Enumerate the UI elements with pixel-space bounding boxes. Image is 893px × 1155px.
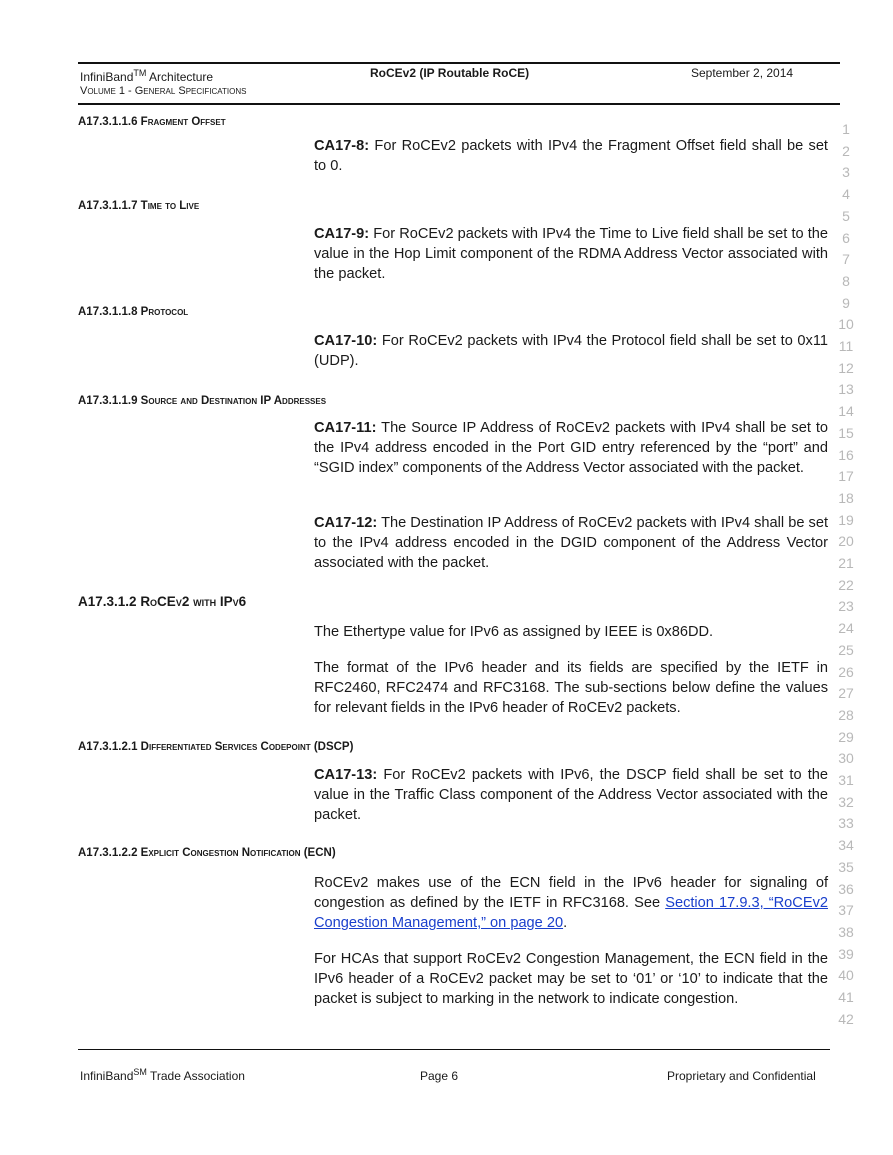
ca17-9-label: CA17-9:	[314, 226, 370, 242]
line-number: 20	[838, 533, 854, 550]
ca17-8-label: CA17-8:	[314, 138, 370, 154]
line-number: 26	[838, 663, 854, 680]
line-number: 11	[838, 338, 854, 354]
line-number: 12	[838, 359, 854, 376]
ipv6-format-paragraph: The format of the IPv6 header and its fields are specified by the IETF in RFC2460, RFC2474 and RFC3168. The sub-sections below define the values for relevant fields in the IPv6 header of RoCEv2 packets.	[314, 660, 828, 716]
ca17-9-paragraph: CA17-9: For RoCEv2 packets with IPv4 the Time to Live field shall be set to the value in the Hop Limit component of the RDMA Address Vector associated with the packet.	[314, 226, 828, 282]
line-number: 36	[838, 880, 854, 897]
line-number: 18	[838, 489, 854, 506]
line-number: 19	[838, 511, 854, 528]
line-number: 31	[838, 772, 854, 788]
ecn-paragraph: RoCEv2 makes use of the ECN field in the IPv6 header for signaling of congestion as defined by the IETF in RFC3168. See Section 17.9.3, “RoCEv2 Congestion Management,” on page 20.	[314, 875, 828, 931]
line-number: 34	[838, 837, 854, 854]
line-number: 4	[842, 186, 850, 203]
line-number: 32	[838, 793, 854, 810]
header-bottom-rule	[78, 103, 840, 105]
header-product: InfiniBand™ Architecture	[80, 68, 214, 84]
line-number: 25	[838, 641, 854, 658]
ca17-11-label: CA17-11:	[314, 420, 377, 436]
line-number: 42	[838, 1010, 854, 1027]
ca17-10-label: CA17-10:	[314, 333, 378, 349]
line-number: 39	[838, 945, 854, 962]
line-number: 9	[842, 294, 850, 311]
header-top-rule	[78, 62, 840, 64]
line-number: 40	[838, 967, 854, 984]
section-heading-time-to-live: A17.3.1.1.7 Time to Live	[78, 200, 200, 212]
ca17-13-label: CA17-13:	[314, 767, 378, 783]
line-number: 13	[838, 381, 854, 398]
ethertype-paragraph: The Ethertype value for IPv6 as assigned by IEEE is 0x86DD.	[314, 624, 714, 640]
line-number: 35	[838, 858, 854, 875]
line-number: 30	[838, 750, 854, 767]
line-number: 14	[838, 403, 854, 420]
line-number: 41	[838, 989, 854, 1005]
line-number: 5	[842, 207, 850, 224]
line-number: 28	[838, 706, 854, 723]
line-number: 27	[838, 685, 854, 702]
section-heading-fragment-offset: A17.3.1.1.6 Fragment Offset	[78, 116, 226, 128]
footer-association: InfiniBand℠ Trade Association	[80, 1067, 245, 1083]
ca17-11-paragraph: CA17-11: The Source IP Address of RoCEv2 packets with IPv4 shall be set to the IPv4 address encoded in the Port GID entry referenced by the “port” and “SGID index” components of the Address Vector associated with the packet.	[314, 420, 828, 476]
line-number: 16	[838, 446, 854, 463]
section-heading-source-destination: A17.3.1.1.9 Source and Destination IP Addresses	[78, 395, 327, 407]
line-number: 2	[842, 142, 850, 159]
header-title: RoCEv2 (IP Routable RoCE)	[370, 66, 530, 80]
footer-confidential: Proprietary and Confidential	[667, 1069, 816, 1083]
ca17-12-paragraph: CA17-12: The Destination IP Address of RoCEv2 packets with IPv4 shall be set to the IPv4 address encoded in the DGID component of the Address Vector associated with the packet.	[314, 515, 828, 571]
ca17-10-paragraph: CA17-10: For RoCEv2 packets with IPv4 the Protocol field shall be set to 0x11 (UDP).	[314, 333, 828, 369]
header-left	[80, 66, 246, 98]
line-number: 37	[838, 902, 854, 919]
section-heading-protocol: A17.3.1.1.8 Protocol	[78, 306, 189, 318]
line-number: 23	[838, 598, 854, 615]
line-number: 17	[838, 468, 854, 485]
line-number: 3	[842, 164, 850, 181]
line-number: 33	[838, 815, 854, 832]
footer-page-number: Page 6	[420, 1069, 459, 1083]
section-heading-dscp: A17.3.1.2.1 Differentiated Services Codepoint (DSCP)	[78, 741, 354, 753]
line-number: 22	[838, 576, 854, 593]
header-date: September 2, 2014	[691, 66, 794, 80]
ca17-8-paragraph: CA17-8: For RoCEv2 packets with IPv4 the Fragment Offset field shall be set to 0.	[314, 138, 828, 174]
line-number: 6	[842, 229, 850, 246]
ca17-12-label: CA17-12:	[314, 515, 378, 531]
congestion-management-link[interactable]: Section 17.9.3, “RoCEv2 Congestion Management,” on page 20	[314, 895, 828, 931]
line-number: 21	[838, 555, 854, 571]
footer-rule	[78, 1049, 830, 1050]
line-number: 10	[838, 316, 854, 333]
line-number: 38	[838, 923, 854, 940]
hca-ecn-paragraph: For HCAs that support RoCEv2 Congestion Management, the ECN field in the IPv6 header of a RoCEv2 packet may be set to ‘01’ or ‘10’ to indicate that the packet is subject to marking in the network to indicate congestion.	[314, 951, 828, 1007]
line-number: 29	[838, 728, 854, 745]
header-volume: Volume 1 - General Specifications	[80, 85, 247, 97]
ca17-13-paragraph: CA17-13: For RoCEv2 packets with IPv6, the DSCP field shall be set to the value in the Traffic Class component of the Address Vector associated with the packet.	[314, 767, 828, 823]
section-heading-rocev2-ipv6: A17.3.1.2 RoCEv2 with IPv6	[78, 594, 247, 609]
line-number: 1	[842, 121, 850, 137]
line-number: 15	[838, 424, 854, 441]
line-number: 8	[842, 272, 850, 289]
section-heading-ecn: A17.3.1.2.2 Explicit Congestion Notification (ECN)	[78, 847, 336, 859]
line-number: 24	[838, 620, 854, 637]
line-number: 7	[842, 251, 850, 268]
